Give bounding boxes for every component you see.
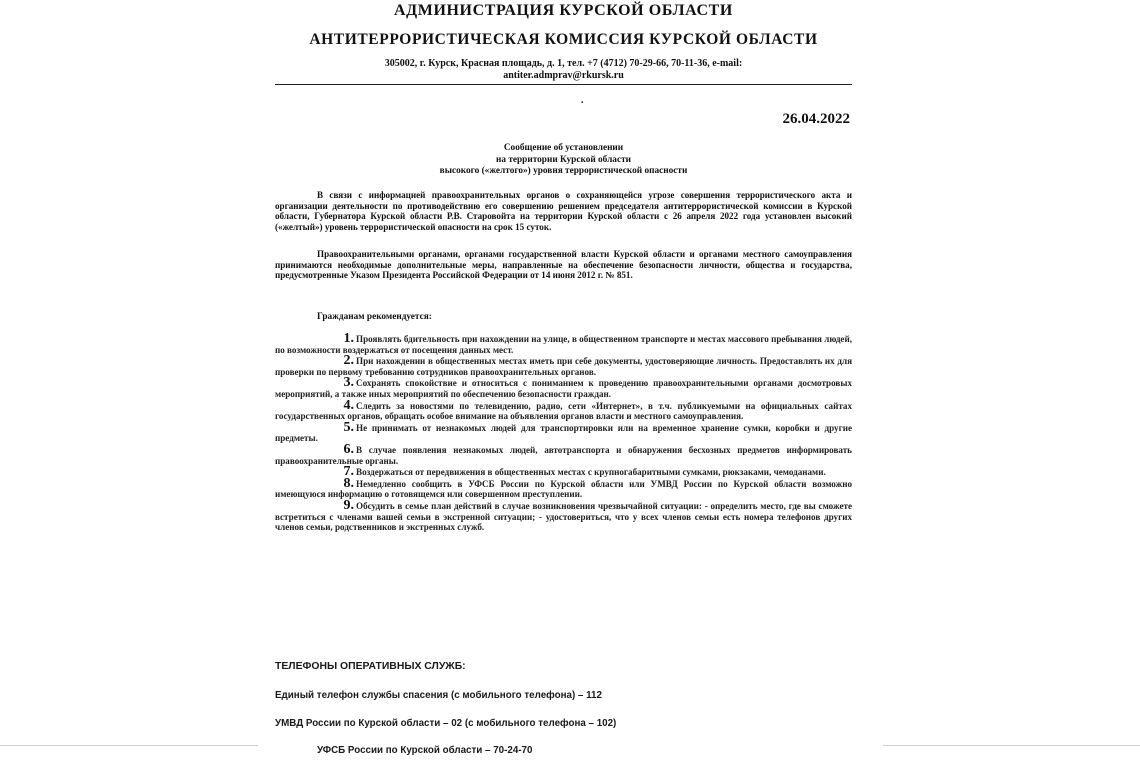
list-item <box>275 464 852 480</box>
right-separator <box>883 745 1140 746</box>
item-number: 5. <box>343 419 354 435</box>
item-number: 8. <box>343 475 354 491</box>
item-number: 2. <box>343 353 354 369</box>
list-item <box>275 353 852 377</box>
document-date: 26.04.2022 <box>782 111 850 127</box>
phones-heading: ТЕЛЕФОНЫ ОПЕРАТИВНЫХ СЛУЖБ: <box>275 661 466 672</box>
item-text: При нахождении в общественных местах иметь при себе документы, удостоверяющие личность. Предоставлять их для проверки по первому требованию сотрудников правоохранительных органов. <box>275 356 852 377</box>
item-text: Сохранять спокойствие и относиться с пониманием к проведению правоохранительными органами досмотровых мероприятий, а также иных мероприятий по обеспечению безопасности граждан. <box>275 378 852 399</box>
item-text: Проявлять бдительность при нахождении на улице, в общественном транспорте и местах массового пребывания людей, по возможности воздержаться от посещения данных мест. <box>275 334 852 355</box>
item-text: Обсудить в семье план действий в случае возникновения чрезвычайной ситуации: - определить место, где вы сможете встретиться с членами вашей семьи в экстренной ситуации; - удостовериться, что у всех членов семьи есть номера телефонов других членов семьи, родственников и экстренных служб. <box>275 500 852 533</box>
list-item <box>275 331 852 355</box>
address-block <box>275 58 852 82</box>
subject-heading <box>275 143 852 178</box>
subject-line: Сообщение об установлении <box>503 143 624 153</box>
list-item <box>275 375 852 399</box>
list-item <box>275 497 852 533</box>
document-page <box>275 0 852 760</box>
subject-line: высокого («желтого») уровня террористической опасности <box>439 166 688 176</box>
email-line: antiter.admprav@rkursk.ru <box>503 70 624 81</box>
item-text: Немедленно сообщить в УФСБ России по Курской области или УМВД России по Курской области возможно имеющуюся информацию о готовящемся или совершенном преступлении. <box>275 478 852 500</box>
list-item <box>275 419 852 444</box>
item-number: 6. <box>343 441 354 457</box>
item-text: Следить за новостями по телевидению, радио, сети «Интернет», в т.ч. публикуемыми на официальных сайтах государственных органов, обращать особое внимание на объявления органов власти и местного самоуправления. <box>275 400 852 422</box>
item-text: Воздержаться от передвижения в общественных местах с крупногабаритными сумками, рюкзаками, чемоданами. <box>356 467 826 478</box>
subject-line: на территории Курской области <box>495 154 632 165</box>
phone-police: УМВД России по Курской области – 02 (с мобильного телефона – 102) <box>275 718 617 729</box>
header-divider <box>275 84 852 85</box>
list-item <box>275 441 852 466</box>
item-number: 7. <box>343 464 354 480</box>
item-text: Не принимать от незнакомых людей для транспортировки или на временное хранение сумки, коробки и другие предметы. <box>275 422 852 444</box>
list-item <box>275 397 852 422</box>
intro-paragraph: В связи с информацией правоохранительных органов о сохраняющейся угрозе совершения террористического акта и организации деятельности по противодействию его совершению решением председателя антитеррористической комиссии в Курской области, Губернатора Курской области Р.В. Старовойта на территории Курской области с 26 апреля 2022 года установлен высокий («желтый») уровень террористической опасности на срок 15 суток. <box>275 190 852 232</box>
recommendations-heading: Гражданам рекомендуется: <box>317 312 432 322</box>
measures-paragraph: Правоохранительными органами, органами государственной власти Курской области и органами местного самоуправления принимаются необходимые дополнительные меры, направленные на обеспечение безопасности личности, общества и государства, предусмотренные Указом Президента Российской Федерации от 14 июня 2012 г. № 851. <box>275 249 852 281</box>
phone-fsb: УФСБ России по Курской области – 70-24-70 <box>317 745 533 756</box>
item-number: 9. <box>343 497 354 513</box>
address-line: 305002, г. Курск, Красная площадь, д. 1, тел. +7 (4712) 70-29-66, 70-11-36, e-mail: <box>384 58 743 69</box>
item-number: 4. <box>343 397 354 413</box>
recommendation-list <box>275 331 852 534</box>
item-number: 3. <box>343 375 354 391</box>
phone-rescue: Единый телефон службы спасения (с мобильного телефона) – 112 <box>275 690 602 701</box>
commission-title: АНТИТЕРРОРИСТИЧЕСКАЯ КОМИССИЯ КУРСКОЙ ОБЛАСТИ <box>309 31 818 48</box>
dot-mark: . <box>581 95 584 106</box>
org-title: АДМИНИСТРАЦИЯ КУРСКОЙ ОБЛАСТИ <box>394 2 733 19</box>
left-separator <box>0 745 258 746</box>
item-number: 1. <box>343 331 354 346</box>
list-item <box>275 475 852 500</box>
item-text: В случае появления незнакомых людей, автотранспорта и обнаружения бесхозных предметов информировать правоохранительные органы. <box>275 444 852 466</box>
